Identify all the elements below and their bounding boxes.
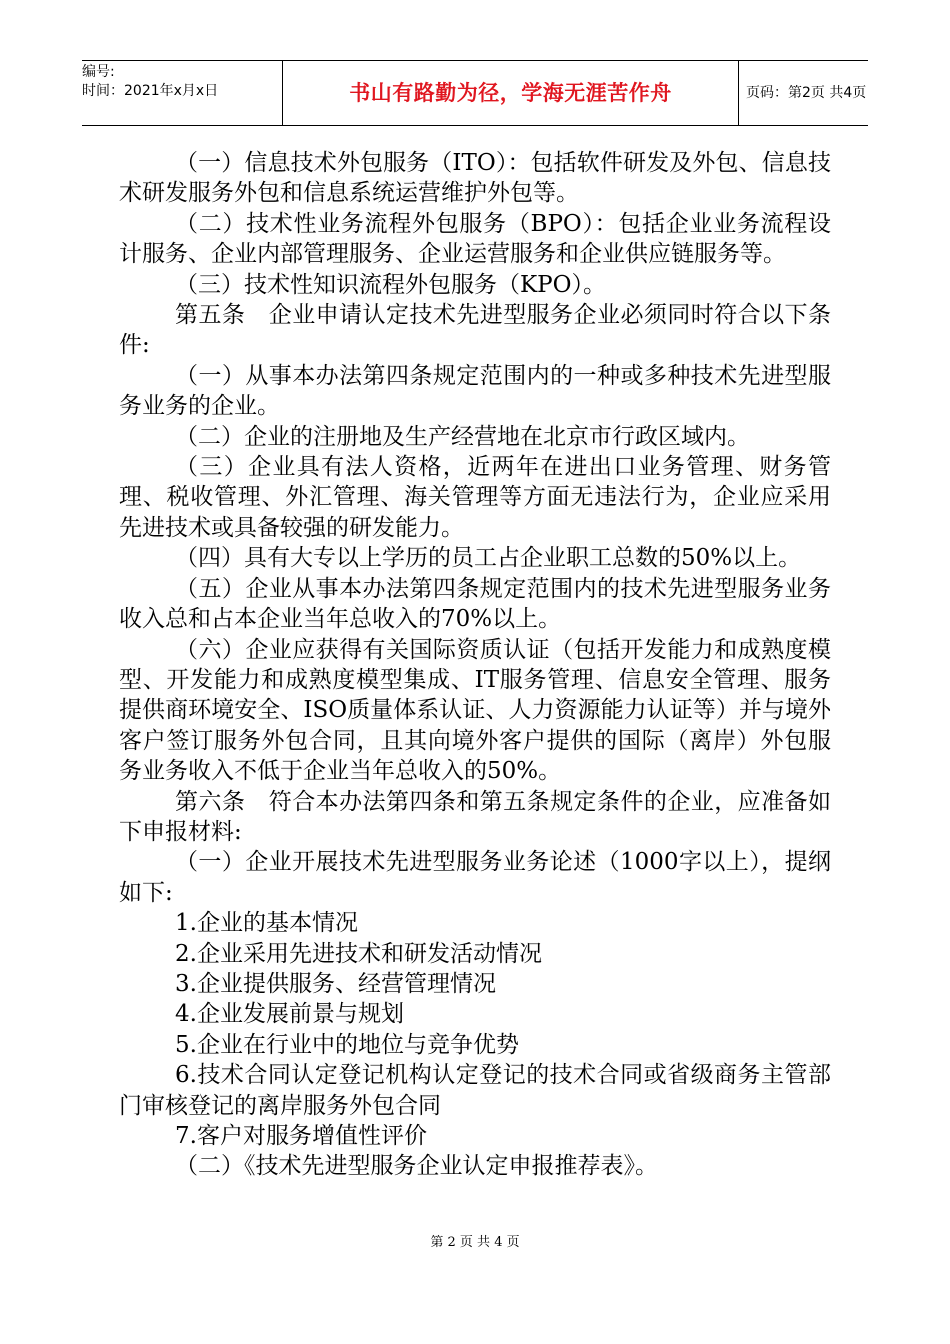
article-5-heading: 第五条 企业申请认定技术先进型服务企业必须同时符合以下条件:: [119, 302, 831, 359]
outline-item: 2.企业采用先进技术和研发活动情况: [175, 940, 542, 967]
condition-1: （一）从事本办法第四条规定范围内的一种或多种技术先进型服务业务的企业。: [119, 362, 831, 420]
page-header: [82, 60, 868, 126]
document-time-label: 时间：2021年x月x日: [82, 83, 219, 99]
outline-item: 5.企业在行业中的地位与竞争优势: [175, 1031, 519, 1058]
outline-item: 7.客户对服务增值性评价: [175, 1123, 427, 1149]
article-6-heading: 第六条 符合本办法第四条和第五条规定条件的企业，应准备如下申报材料:: [119, 788, 831, 845]
header-motto-cell: [282, 61, 739, 125]
paragraph-ito: （一）信息技术外包服务（ITO）：包括软件研发及外包、信息技术研发服务外包和信息系统运营维护外包等。: [119, 150, 831, 207]
outline-item: 4.企业发展前景与规划: [175, 1001, 404, 1028]
condition-4: （四）具有大专以上学历的员工占企业职工总数的50%以上。: [175, 545, 802, 572]
condition-5: （五）企业从事本办法第四条规定范围内的技术先进型服务业务收入总和占本企业当年总收入的70%以上。: [119, 575, 831, 633]
condition-6: （六）企业应获得有关国际资质认证（包括开发能力和成熟度模型、开发能力和成熟度模型集成、IT服务管理、信息安全管理、服务提供商环境安全、ISO质量体系认证、人力资源能力认证等）并与境外客户签订服务外包合同，且其向境外客户提供的国际（离岸）外包服务业务收入不低于企业当年总收入的50%。: [119, 636, 831, 785]
paragraph-kpo: （三）技术性知识流程外包服务（KPO）。: [175, 271, 607, 298]
outline-item: 1.企业的基本情况: [175, 910, 358, 937]
header-page-info: 页码：第2页 共4页: [746, 85, 867, 101]
condition-2: （二）企业的注册地及生产经营地在北京市行政区域内。: [175, 423, 750, 450]
page-footer: 第 2 页 共 4 页: [430, 1235, 520, 1250]
header-motto: 书山有路勤为径，学海无涯苦作舟: [349, 81, 672, 105]
document-number-label: 编号:: [82, 64, 115, 80]
condition-3: （三）企业具有法人资格，近两年在进出口业务管理、财务管理、税收管理、外汇管理、海关管理等方面无违法行为，企业应采用先进技术或具备较强的研发能力。: [119, 454, 831, 541]
outline-item: 3.企业提供服务、经营管理情况: [175, 970, 496, 997]
paragraph-bpo: （二）技术性业务流程外包服务（BPO）：包括企业业务流程设计服务、企业内部管理服务、企业运营服务和企业供应链服务等。: [119, 210, 831, 268]
header-meta: [82, 61, 282, 127]
material-1: （一）企业开展技术先进型服务业务论述（1000字以上），提纲如下:: [119, 849, 831, 906]
material-2: （二）《技术先进型服务企业认定申报推荐表》。: [175, 1153, 658, 1180]
document-body: [119, 148, 831, 1182]
outline-item: 6.技术合同认定登记机构认定登记的技术合同或省级商务主管部门审核登记的离岸服务外包合同: [119, 1062, 831, 1119]
